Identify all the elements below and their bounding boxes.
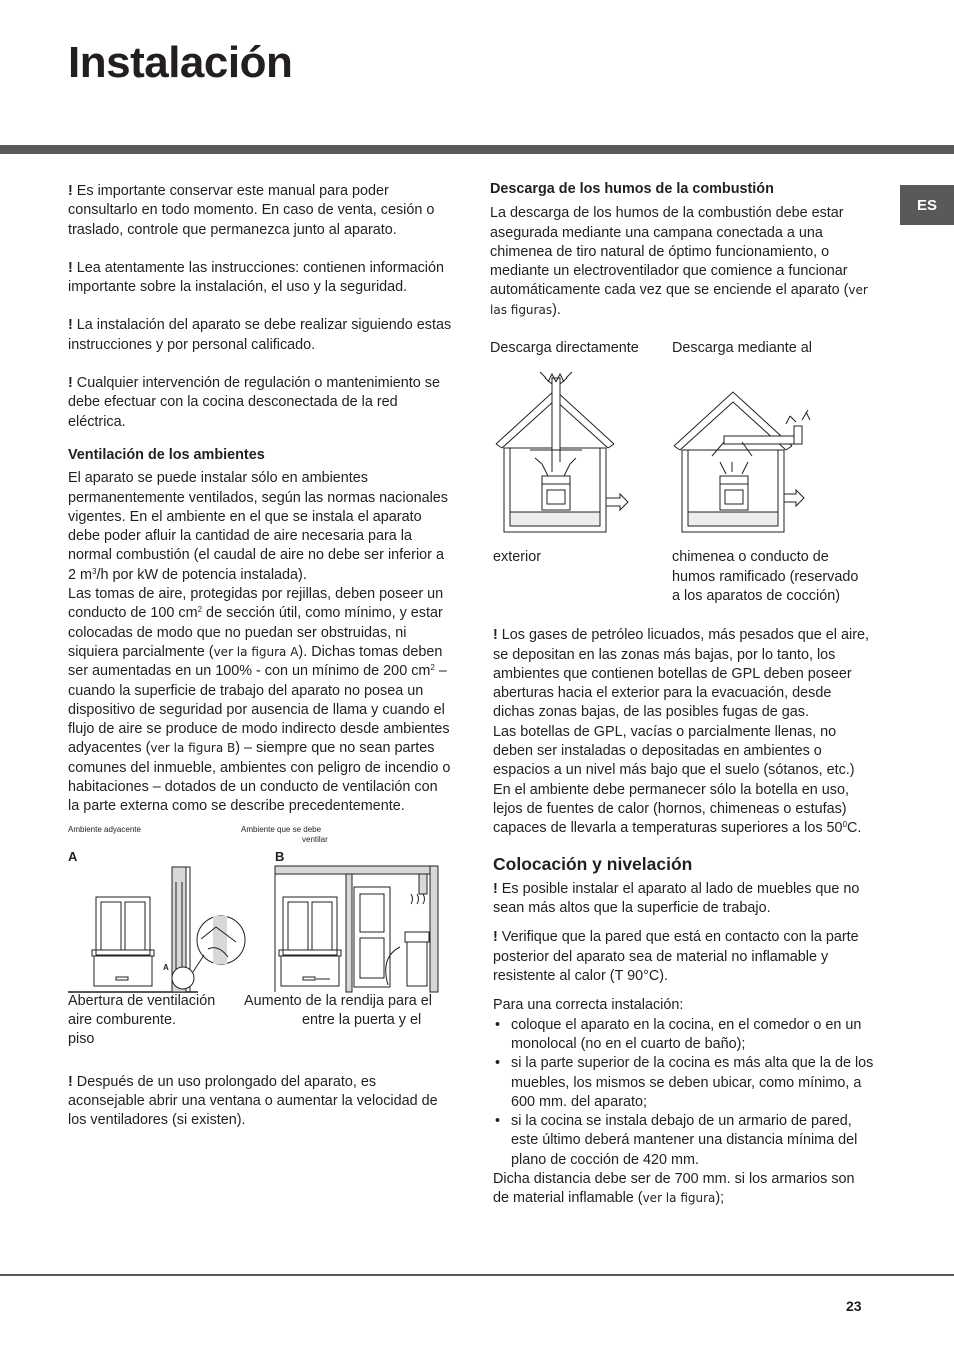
paragraph-text: ). Dichas tomas deben ser aumentadas en un 100% - con un mínimo de 200 cm (68, 643, 443, 680)
warning-mark: ! (68, 317, 73, 334)
figure-reference: ver las figuras (490, 283, 868, 317)
footer-divider (0, 1274, 954, 1276)
caption-direct-bottom: exterior (493, 549, 541, 566)
paragraph-text: El aparato se puede instalar sólo en ambientes permanentemente ventilados, según las normas nacionales vigentes. En el ambiente en el que se instala el aparato debe poder afluir la cantidad de aire necesaria para la normal combustión (el caudal de aire no debe ser inferior a 2 m (68, 470, 448, 583)
paragraph-text: de sección útil, como mínimo, y estar colocadas de modo que no puedan ser obstruidas, ni siquiera parcialmente ( (68, 605, 443, 660)
figure-b-drawing (275, 866, 438, 992)
gpl-paragraph-1 (493, 626, 874, 722)
paragraph-text: Cualquier intervención de regulación o mantenimiento se debe efectuar con la cocina desconectada de la red eléctrica. (68, 375, 440, 430)
exhaust-heading: Descarga de los humos de la combustión (490, 181, 774, 197)
ventilation-paragraph-1 (68, 469, 452, 585)
paragraph-text: C. (847, 820, 862, 837)
placement-heading: Colocación y nivelación (493, 853, 693, 874)
paragraph-text: Las tomas de aire, protegidas por rejillas, deben poseer un conducto de 100 cm (68, 586, 444, 622)
caption-figure-a: Abertura de ventilación aire comburente. (68, 992, 216, 1028)
right-column (490, 180, 874, 1209)
warning-read-instructions (68, 259, 452, 298)
figure-letter-a: A (68, 848, 78, 864)
exhaust-captions-bottom (490, 548, 874, 606)
figure-a-inner-label: A (163, 962, 169, 972)
paragraph-text: Lea atentamente las instrucciones: contienen información importante sobre la instalación, el uso y la seguridad. (68, 259, 444, 296)
superscript: 3 (92, 566, 97, 576)
header-divider (0, 145, 954, 154)
exhaust-paragraph (490, 204, 874, 320)
list-item: • coloque el aparato en la cocina, en el comedor o en un monolocal (no en el cuarto de baño); (493, 1016, 874, 1055)
house-direct-exhaust (496, 372, 628, 532)
left-column (68, 182, 452, 1130)
paragraph-text: /h por kW de potencia instalada). (96, 566, 307, 583)
warning-qualified-personnel (68, 316, 452, 355)
paragraph-text: Después de un uso prolongado del aparato, es aconsejable abrir una ventana o aumentar la velocidad de los ventiladores (si existen). (68, 1073, 438, 1129)
paragraph-text: La descarga de los humos de la combustión debe estar asegurada mediante una campana conectada a una chimenea de tiro natural de óptimo funcionamiento, o mediante un electroventilador que comience a funcionar automáticamente cada vez que se enciende el aparato ( (490, 205, 849, 299)
paragraph-text: Verifique que la pared que está en contacto con la parte posterior del aparato sea de material no inflamable y resistente al calor (T 90°C). (493, 929, 859, 985)
page-number: 23 (846, 1298, 862, 1314)
page-title: Instalación (68, 38, 293, 87)
paragraph-text: ). (552, 301, 561, 318)
paragraph-text: Es importante conservar este manual para poder consultarlo en todo momento. En caso de venta, cesión o traslado, controle que permanezca junto al aparato. (68, 183, 435, 238)
placement-distance-paragraph (493, 1170, 874, 1209)
warning-open-window (68, 1073, 452, 1131)
warning-mark: ! (68, 183, 73, 199)
placement-warning-2 (493, 928, 874, 986)
paragraph-text: ); (715, 1190, 725, 1207)
warning-mark: ! (68, 259, 73, 276)
ventilation-heading: Ventilación de los ambientes (68, 446, 265, 463)
ventilation-paragraph-2 (68, 585, 452, 817)
caption-via-bottom: chimenea o conducto de humos ramificado (reservado a los aparatos de cocción) (672, 549, 859, 604)
figure-a-drawing (68, 867, 245, 992)
warning-mark: ! (68, 1073, 73, 1090)
ventilation-figure (68, 822, 452, 994)
superscript: 2 (197, 605, 203, 615)
warning-keep-manual (68, 182, 452, 240)
paragraph-text: La instalación del aparato se debe realizar siguiendo estas instrucciones y por personal calificado. (68, 317, 452, 353)
language-tab: ES (900, 185, 954, 225)
label-room-to-ventilate: Ambiente que se debe (241, 824, 322, 834)
paragraph-text: Los gases de petróleo licuados, más pesados que el aire, se depositan en las zonas más bajas, por lo tanto, los ambientes que contienen botellas de GPL deben poseer aberturas hacia el exterior para la evacuación, desde dichas zonas bajas, de las posibles fugas de gas. (493, 627, 869, 721)
label-room-to-ventilate-2: ventilar (302, 834, 328, 844)
gpl-paragraph-2 (493, 723, 874, 839)
placement-list (493, 1016, 874, 1170)
warning-disconnect-power (68, 374, 452, 432)
exhaust-figure (490, 364, 874, 538)
paragraph-text: Las botellas de GPL, vacías o parcialmente llenas, no deben ser instaladas o depositadas en ambientes o espacios a un nivel más bajo que el suelo (sótanos, etc.) En el ambiente debe permanecer sólo la botella en uso, lejos de fuentes de calor (hornos, chimeneas o estufas) capaces de llevarla a temperaturas superiores a los 50 (493, 723, 855, 837)
label-adjacent-room: Ambiente adyacente (68, 824, 141, 834)
figure-letter-b: B (275, 848, 285, 864)
house-chimney-exhaust (674, 392, 810, 532)
caption-line: entre la puerta y el (302, 1011, 422, 1028)
paragraph-text: Es posible instalar el aparato al lado de muebles que no sean más altos que la superficie de trabajo. (493, 880, 860, 917)
caption-figure-a-floor: piso (68, 1031, 95, 1048)
caption-direct-top: Descarga directamente (490, 340, 639, 357)
superscript: 0 (842, 820, 848, 830)
placement-warning-1 (493, 880, 874, 919)
warning-mark: ! (68, 375, 73, 392)
paragraph-text: – cuando la superficie de trabajo del aparato no posea un dispositivo de seguridad por ausencia de llama y cuando el flujo de aire se produce de modo indirecto desde ambientes adyacentes ( (68, 663, 450, 757)
paragraph-text: Dicha distancia debe ser de 700 mm. si los armarios son de material inflamable ( (493, 1170, 855, 1207)
figure-reference: ver la figura B (150, 741, 236, 756)
figure-reference: ver la figura A (213, 644, 299, 659)
figure-reference: ver la figura (642, 1191, 716, 1206)
list-item: • si la parte superior de la cocina es más alta que la de los muebles, los mismos se deben ubicar, como mínimo, a 600 mm. del aparato; (493, 1054, 874, 1112)
warning-mark: ! (493, 627, 498, 644)
gpl-section (490, 626, 874, 1208)
caption-figure-b (244, 992, 452, 1031)
list-item: • si la cocina se instala debajo de un armario de pared, este último deberá mantener una distancia mínima del plano de cocción de 420 mm. (493, 1112, 874, 1170)
figure-captions (68, 992, 452, 1031)
caption-line: Aumento de la rendija para el (244, 992, 432, 1009)
paragraph-text: ) – siempre que no sean partes comunes del inmueble, ambientes con peligro de incendio o habitaciones – dotados de un conducto de ventilación con la parte externa como se describe precedentemente. (68, 740, 451, 815)
superscript: 2 (430, 663, 435, 673)
placement-intro: Para una correcta instalación: (493, 997, 684, 1014)
warning-mark: ! (493, 880, 498, 897)
caption-via-top: Descarga mediante al (672, 340, 812, 357)
warning-mark: ! (493, 929, 498, 946)
exhaust-captions-top (490, 339, 874, 358)
